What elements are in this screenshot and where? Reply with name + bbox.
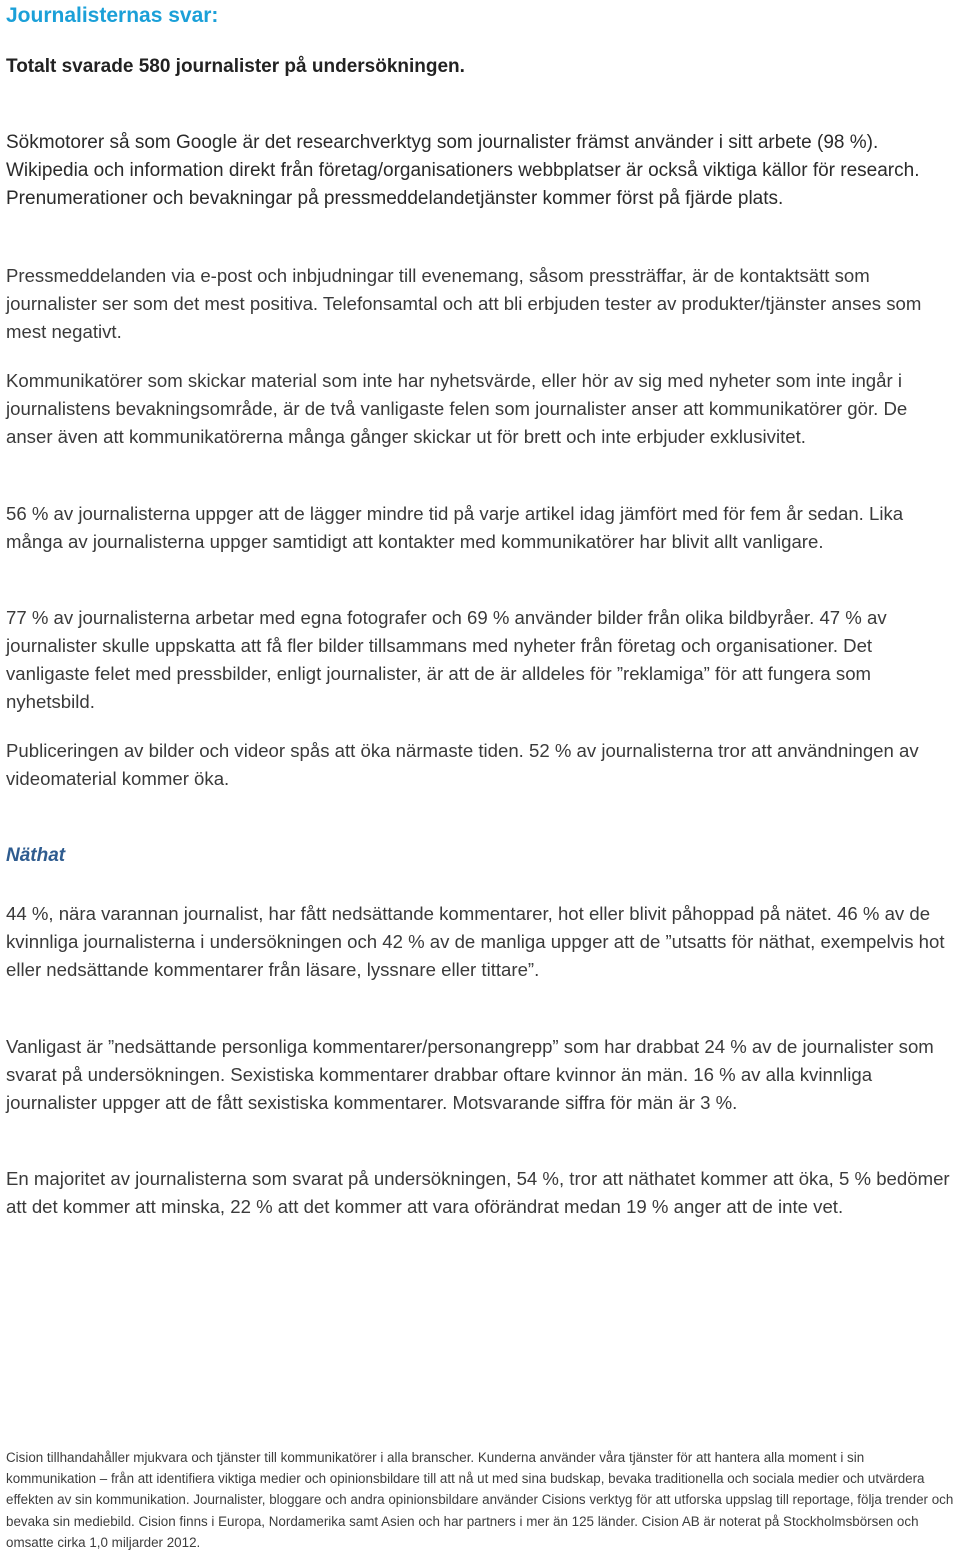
paragraph-research-tools: Sökmotorer så som Google är det researchverktyg som journalister främst använder i sitt arbete (98 %). Wikipedia och information direkt från företag/organisationers webbplatser är också viktiga källor för research. Prenumerationer och bevakningar på pressmeddelandetjänster kommer först på fjärde plats.: [6, 132, 920, 209]
page-subtitle: Totalt svarade 580 journalister på undersökningen.: [6, 56, 465, 77]
page-title: Journalisternas svar:: [6, 4, 219, 27]
footer-company-info: Cision tillhandahåller mjukvara och tjänster till kommunikatörer i alla branscher. Kunderna använder våra tjänster för att hantera alla moment i sin kommunikation – från att identifiera viktiga medier och opinionsbildare till att nå ut med sina budskap, bevaka traditionella och sociala medier och utvärdera effekten av sin kommunikation. Journalister, bloggare och andra opinionsbildare använder Cisions verktyg för att utforska uppslag till reportage, följa trender och bevaka sin mediebild. Cision finns i Europa, Nordamerika samt Asien och har partners i mer än 125 länder. Cision AB är noterat på Stockholmsbörsen och omsatte cirka 1,0 miljarder 2012.: [6, 1450, 954, 1550]
paragraph-time-per-article: 56 % av journalisterna uppger att de lägger mindre tid på varje artikel idag jämfört med för fem år sedan. Lika många av journalisterna uppger samtidigt att kontakter med kommunikatörer har blivit allt vanligare.: [6, 503, 904, 552]
paragraph-nathat-types: Vanligast är ”nedsättande personliga kommentarer/personangrepp” som har drabbat 24 % av de journalister som svarat på undersökningen. Sexistiska kommentarer drabbar oftare kvinnor än män. 16 % av alla kvinnliga journalister uppger att de fått sexistiska kommentarer. Motsvarande siffra för män är 3 %.: [6, 1036, 934, 1113]
section-title-nathat: Näthat: [6, 845, 66, 866]
paragraph-contact-methods: Pressmeddelanden via e-post och inbjudningar till evenemang, såsom pressträffar, är de kontaktsätt som journalister ser som det mest positiva. Telefonsamtal och att bli erbjuden tester av produkter/tjänster anses som mest negativt.: [6, 265, 922, 342]
paragraph-photos: 77 % av journalisterna arbetar med egna fotografer och 69 % använder bilder från olika bildbyråer. 47 % av journalister skulle uppskatta att få fler bilder tillsammans med nyheter från företag och organisationer. Det vanligaste felet med pressbilder, enligt journalister, är att de är alldeles för ”reklamiga” för att fungera som nyhetsbild.: [6, 607, 887, 712]
paragraph-nathat-outlook: En majoritet av journalisterna som svarat på undersökningen, 54 %, tror att näthatet kommer att öka, 5 % bedömer att det kommer att minska, 22 % att det kommer att vara oförändrat medan 19 % anger att de inte vet.: [6, 1168, 950, 1217]
paragraph-nathat-prevalence: 44 %, nära varannan journalist, har fått nedsättande kommentarer, hot eller blivit påhoppad på nätet. 46 % av de kvinnliga journalisterna i undersökningen och 42 % av de manliga uppger att de ”utsatts för näthat, exempelvis hot eller nedsättande kommentarer från läsare, lyssnare eller tittare”.: [6, 903, 945, 980]
paragraph-video: Publiceringen av bilder och videor spås att öka närmaste tiden. 52 % av journalisterna tror att användningen av videomaterial kommer öka.: [6, 740, 919, 789]
paragraph-common-mistakes: Kommunikatörer som skickar material som inte har nyhetsvärde, eller hör av sig med nyheter som inte ingår i journalistens bevakningsområde, är de två vanligaste felen som journalister anser att kommunikatörer gör. De anser även att kommunikatörerna många gånger skickar ut för brett och inte erbjuder exklusivitet.: [6, 370, 908, 447]
